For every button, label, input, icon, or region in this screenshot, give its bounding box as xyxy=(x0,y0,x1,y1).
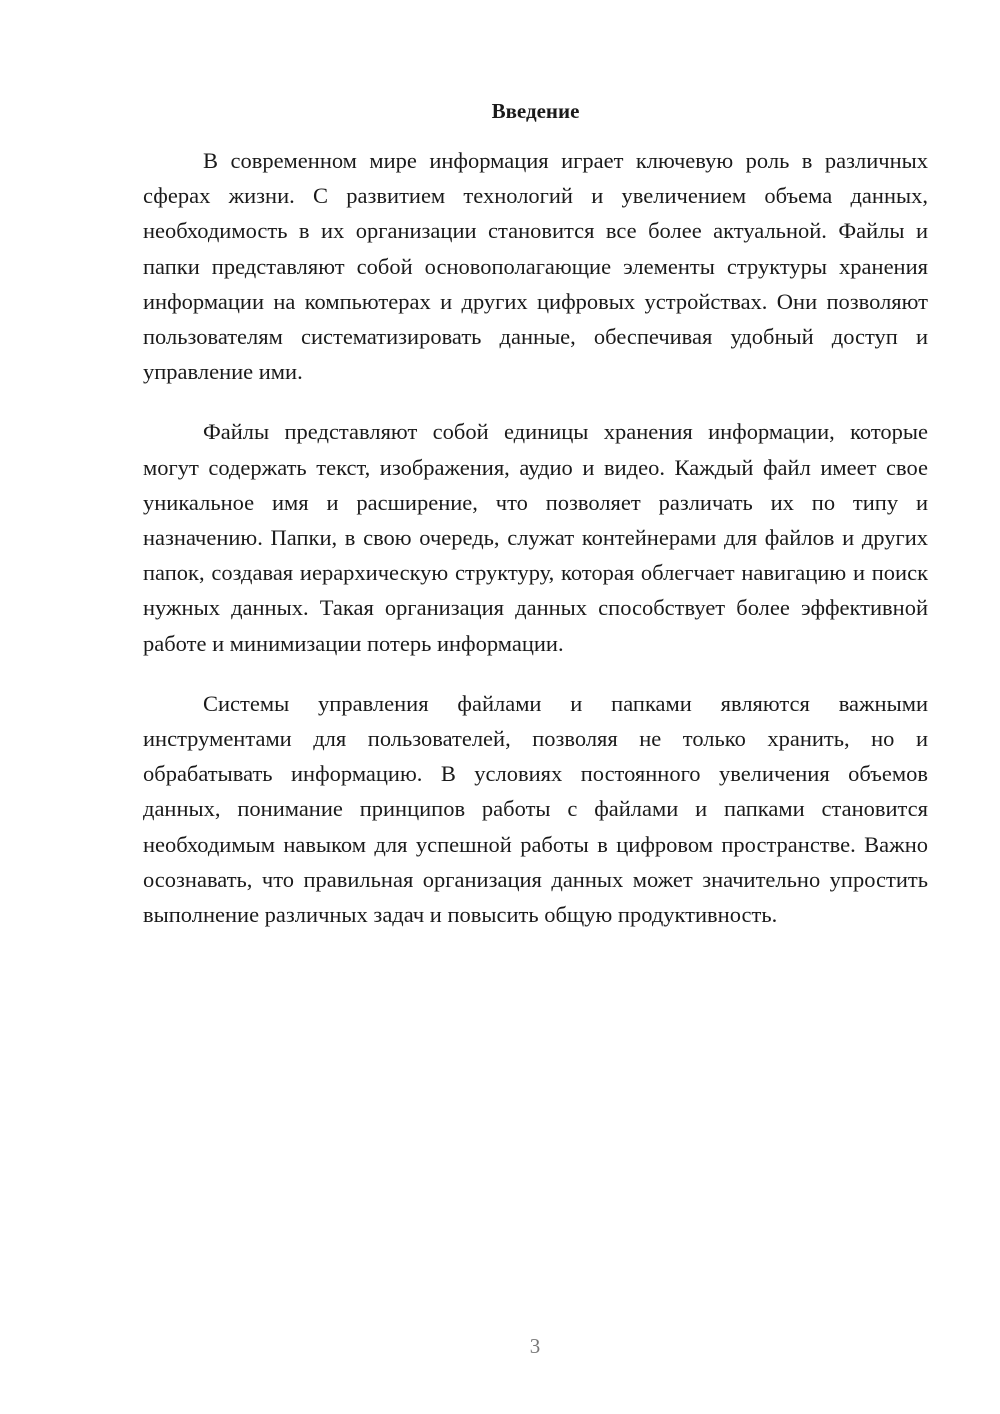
section-heading: Введение xyxy=(491,99,580,123)
body-text xyxy=(143,143,928,957)
paragraph-2: Файлы представляют собой единицы хранения информации, которые могут содержать текст, изображения, аудио и видео. Каждый файл имеет свое уникальное имя и расширение, что позволяет различать их по типу и назначению. Папки, в свою очередь, служат контейнерами для файлов и других папок, создавая иерархическую структуру, которая облегчает навигацию и поиск нужных данных. Такая организация данных способствует более эффективной работе и минимизации потерь информации. xyxy=(143,419,928,656)
paragraph-1: В современном мире информация играет ключевую роль в различных сферах жизни. С развитием технологий и увеличением объема данных, необходимость в их организации становится все более актуальной. Файлы и папки представляют собой основополагающие элементы структуры хранения информации на компьютерах и других цифровых устройствах. Они позволяют пользователям систематизировать данные, обеспечивая удобный доступ и управление ими. xyxy=(143,148,928,385)
page-number: 3 xyxy=(529,1334,541,1358)
paragraph-3: Системы управления файлами и папками являются важными инструментами для пользователей, позволяя не только хранить, но и обрабатывать информацию. В условиях постоянного увеличения объемов данных, понимание принципов работы с файлами и папками становится необходимым навыком для успешной работы в цифровом пространстве. Важно осознавать, что правильная организация данных может значительно упростить выполнение различных задач и повысить общую продуктивность. xyxy=(143,690,928,928)
